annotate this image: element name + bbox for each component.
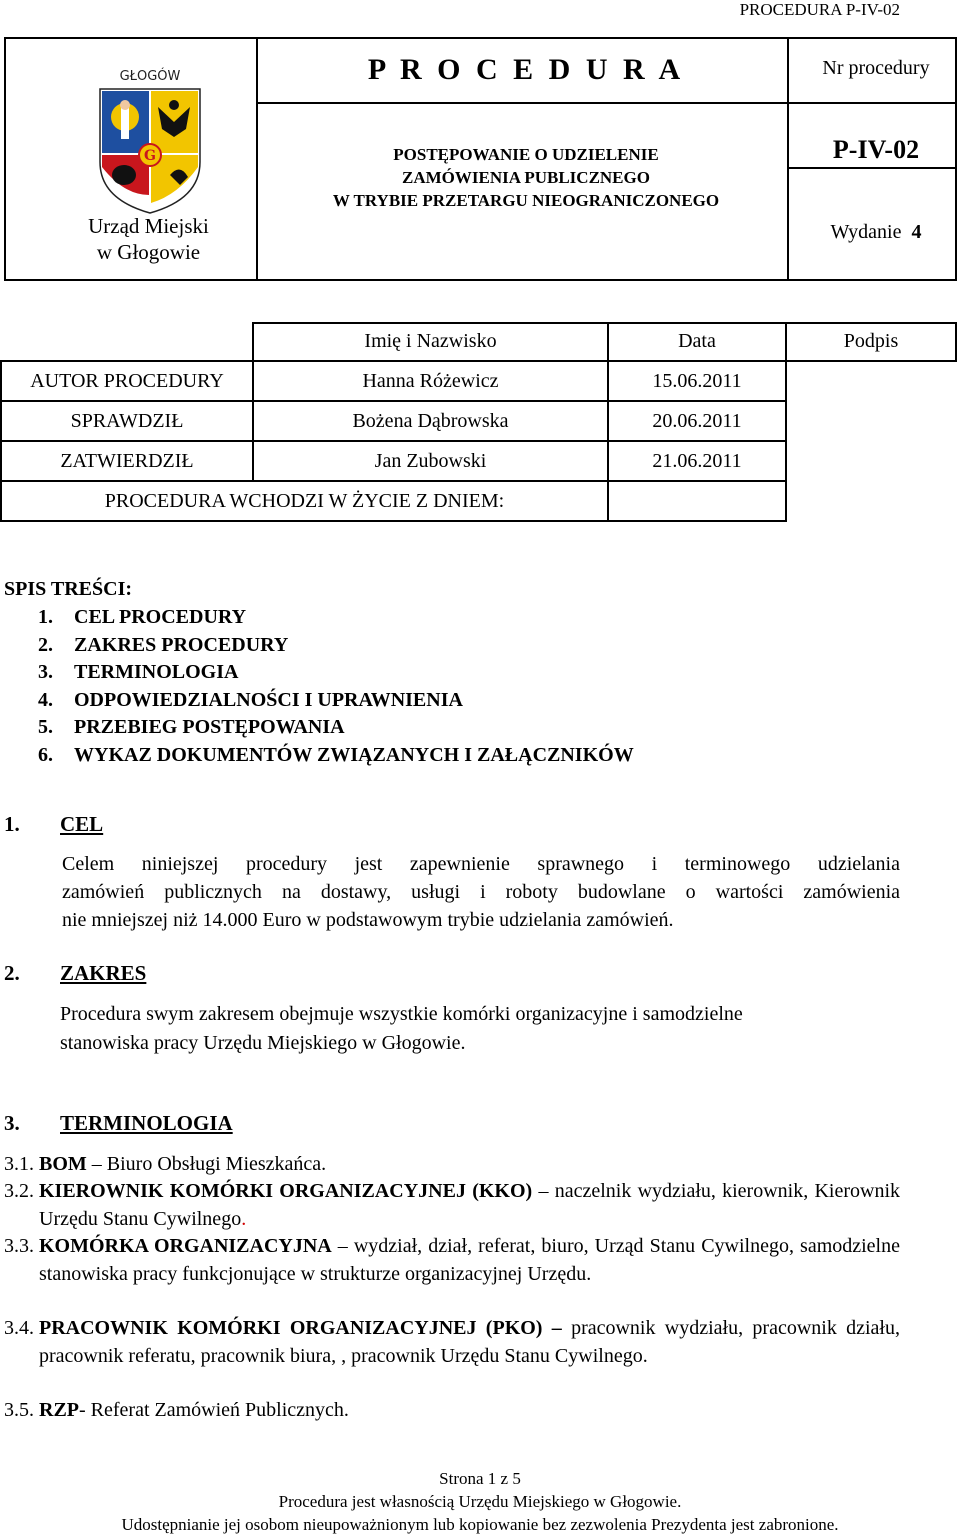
row-name: Hanna Różewicz xyxy=(362,370,499,392)
procedure-number-label: Nr procedury xyxy=(822,57,930,79)
term-item: 3.5. RZP- Referat Zamówień Publicznych. xyxy=(4,1399,349,1421)
col-header-name: Imię i Nazwisko xyxy=(364,330,497,352)
row-date: 20.06.2011 xyxy=(652,410,742,432)
page-number: Strona 1 z 5 xyxy=(439,1469,521,1488)
footer-copyright: Udostępnianie jej osobom nieupoważnionym lub kopiowanie bez zezwolenia Prezydenta jest zabronione. xyxy=(121,1515,839,1534)
procedure-title: P R O C E D U R A xyxy=(367,53,685,86)
procedure-number-value: P-IV-02 xyxy=(832,135,920,164)
toc-title: SPIS TREŚCI: xyxy=(4,578,133,600)
term-item: 3.4. PRACOWNIK KOMÓRKI ORGANIZACYJNEJ (PKO) – pracownik wydziału, pracownik działu, pracownik referatu, pracownik biura, , pracownik Urzędu Stanu Cywilnego. xyxy=(4,1317,900,1367)
edition: Wydanie 4 xyxy=(830,221,922,243)
section-heading-zakres: 2. ZAKRES xyxy=(4,961,147,985)
document-code: PROCEDURA P-IV-02 xyxy=(739,0,900,19)
term-item: 3.2. KIEROWNIK KOMÓRKI ORGANIZACYJNEJ (KKO) – naczelnik wydziału, kierownik, Kierownik Urzędu Stanu Cywilnego. xyxy=(4,1180,900,1230)
toc-item: 6. WYKAZ DOKUMENTÓW ZWIĄZANYCH I ZAŁĄCZNIKÓW xyxy=(38,743,634,766)
col-header-signature: Podpis xyxy=(843,330,899,352)
procedure-subtitle: POSTĘPOWANIE O UDZIELENIE ZAMÓWIENIA PUBLICZNEGO W TRYBIE PRZETARGU NIEOGRANICZONEGO xyxy=(332,145,720,210)
office-name: Urząd Miejski w Głogowie xyxy=(88,214,209,264)
row-name: Bożena Dąbrowska xyxy=(352,410,509,432)
toc-item: 4. ODPOWIEDZIALNOŚCI I UPRAWNIENIA xyxy=(38,688,463,711)
row-name: Jan Zubowski xyxy=(374,450,487,472)
city-crest xyxy=(94,67,206,217)
toc-item: 3. TERMINOLOGIA xyxy=(38,661,239,683)
crest-caption: GŁOGÓW xyxy=(119,69,181,84)
row-role: ZATWIERDZIŁ xyxy=(60,450,194,472)
col-header-date: Data xyxy=(678,330,716,352)
toc-item: 1. CEL PROCEDURY xyxy=(38,606,247,628)
row-date: 15.06.2011 xyxy=(652,370,742,392)
section-body-cel: Celem niniejszej procedury jest zapewnienie sprawnego i terminowego udzielania zamówień publicznych na dostawy, usługi i roboty budowlane o wartości zamówienia nie mniejszej niż 14.000 Euro w podstawowym trybie udzielania zamówień. xyxy=(62,853,900,931)
table-of-contents xyxy=(38,604,634,769)
section-heading-cel: 1. CEL xyxy=(4,812,104,836)
toc-item: 2. ZAKRES PROCEDURY xyxy=(38,633,289,656)
row-date: 21.06.2011 xyxy=(652,450,742,472)
section-body-zakres: Procedura swym zakresem obejmuje wszystkie komórki organizacyjne i samodzielne stanowiska pracy Urzędu Miejskiego w Głogowie. xyxy=(60,1003,743,1054)
toc-item: 5. PRZEBIEG POSTĘPOWANIA xyxy=(38,716,345,738)
effective-date-label: PROCEDURA WCHODZI W ŻYCIE Z DNIEM: xyxy=(104,490,505,512)
term-item: 3.3. KOMÓRKA ORGANIZACYJNA – wydział, dział, referat, biuro, Urząd Stanu Cywilnego, samodzielne stanowiska pracy funkcjonujące w strukturze organizacyjnej Urzędu. xyxy=(4,1235,900,1285)
svg-text:G: G xyxy=(144,148,156,164)
procedure-header xyxy=(4,37,957,281)
approvals-table xyxy=(0,322,960,522)
section-heading-terminologia: 3. TERMINOLOGIA xyxy=(4,1111,233,1135)
row-role: AUTOR PROCEDURY xyxy=(30,370,224,392)
footer-ownership: Procedura jest własnością Urzędu Miejskiego w Głogowie. xyxy=(278,1492,682,1511)
row-role: SPRAWDZIŁ xyxy=(70,410,184,432)
term-item: 3.1. BOM – Biuro Obsługi Mieszkańca. xyxy=(4,1153,327,1175)
